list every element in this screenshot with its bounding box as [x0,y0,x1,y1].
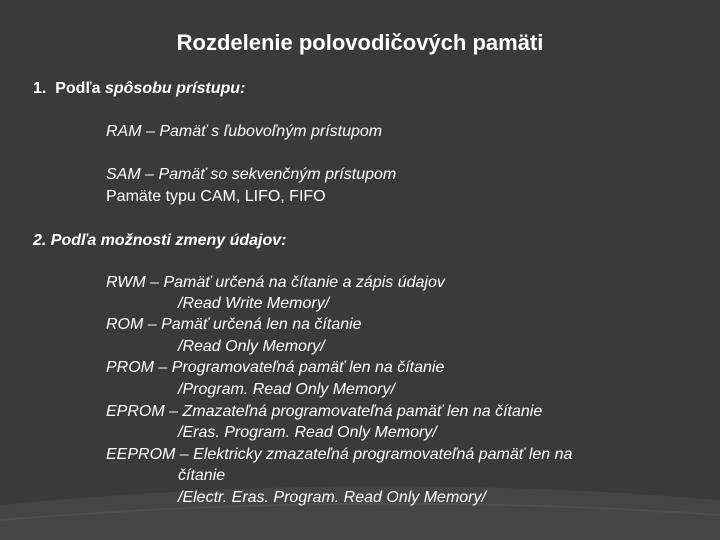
list-item: čítanie [178,467,226,484]
section-1-heading [33,78,245,99]
section-1-rest: spôsobu prístupu: [104,80,246,97]
ram-line: RAM – Pamäť s ľubovoľným prístupom [106,123,383,140]
section-2-heading: 2. Podľa možnosti zmeny údajov: [33,232,287,249]
list-item: EPROM – Zmazateľná programovateľná pamäť len na čítanie [106,403,543,420]
list-item: /Eras. Program. Read Only Memory/ [178,424,437,441]
slide-title: Rozdelenie polovodičových pamäti [176,30,544,55]
list-item: PROM – Programovateľná pamäť len na čítanie [106,359,445,376]
sam-types-line: Pamäte typu CAM, LIFO, FIFO [106,188,326,205]
list-item: /Read Only Memory/ [178,338,325,355]
list-item: ROM – Pamäť určená len na čítanie [106,316,362,333]
section-1-number: 1. [33,80,47,97]
list-item: /Program. Read Only Memory/ [178,381,395,398]
list-item: /Electr. Eras. Program. Read Only Memory/ [178,489,486,506]
section-1-lead: Podľa [55,80,101,97]
list-item: /Read Write Memory/ [178,295,330,312]
list-item: EEPROM – Elektricky zmazateľná programovateľná pamäť len na [106,446,573,463]
sam-line: SAM – Pamäť so sekvenčným prístupom [106,166,397,183]
list-item: RWM – Pamäť určená na čítanie a zápis údajov [106,274,445,291]
